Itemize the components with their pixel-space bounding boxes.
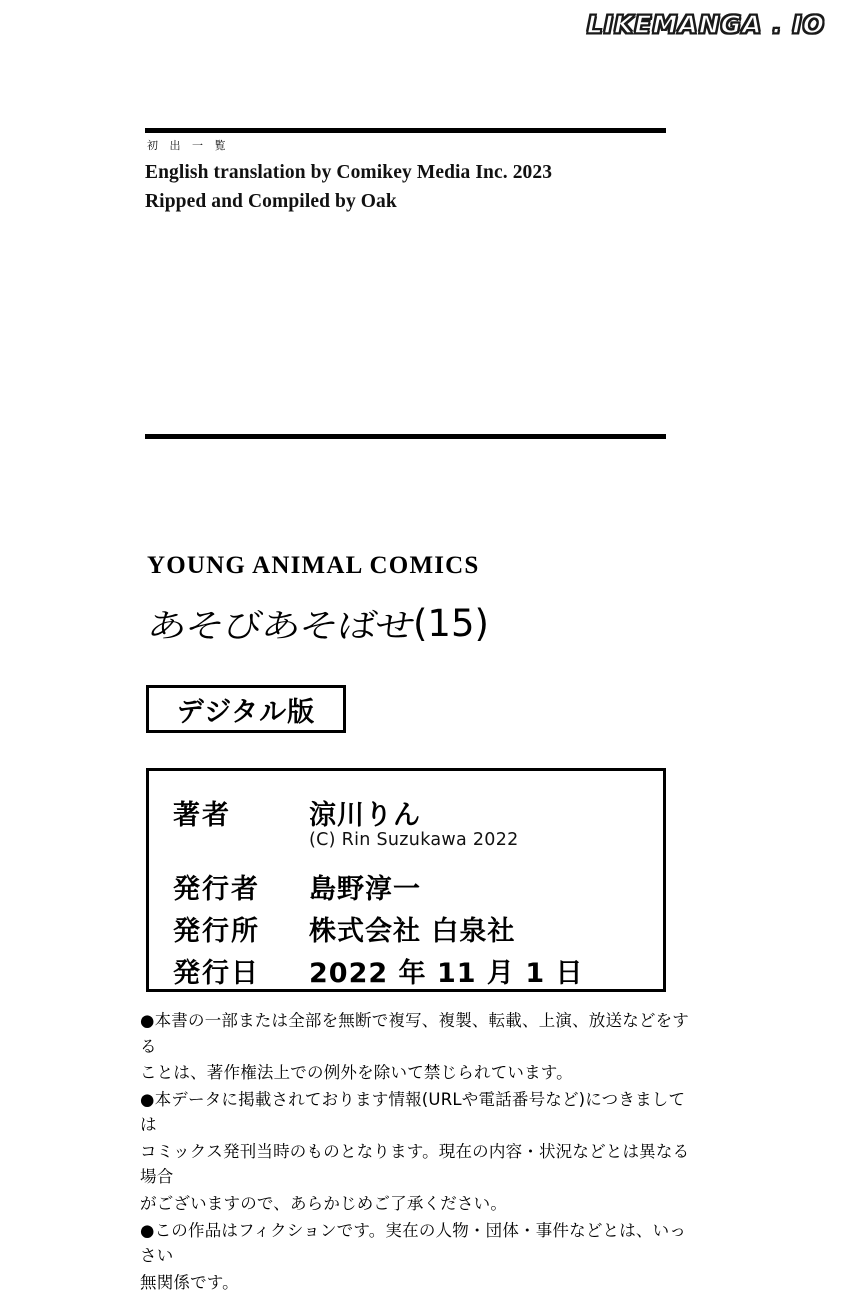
colophon-bottom-rule (145, 434, 666, 439)
imprint-row-publisher-person (173, 867, 421, 906)
book-title-block (145, 590, 489, 647)
compiler-credit: Ripped and Compiled by Oak (145, 191, 397, 212)
imprint-label-publisher-person: 発行者 (173, 874, 260, 905)
legal-notes (140, 1008, 700, 1296)
imprint-value-publisher-person: 島野淳一 (309, 874, 421, 905)
imprint-brand-line: YOUNG ANIMAL COMICS (147, 552, 480, 579)
book-title-script: あそびあそばせ (145, 607, 416, 646)
legal-note-line: ことは、著作権法上での例外を除いて禁じられています。 (140, 1063, 573, 1083)
imprint-label-author: 著者 (173, 800, 231, 831)
legal-note-line: 無関係です。 (140, 1272, 239, 1292)
site-watermark: LIKEMANGA . IO (586, 10, 825, 39)
digital-edition-badge (146, 685, 346, 733)
colophon-top-rule (145, 128, 666, 133)
digital-edition-badge-label: デジタル版 (176, 696, 316, 728)
imprint-label-publishing-house: 発行所 (173, 916, 260, 947)
imprint-details-box (146, 768, 666, 992)
colophon-heading: 初 出 一 覧 (147, 139, 230, 152)
imprint-value-author: 涼川りん (309, 800, 421, 831)
legal-note-line: ●本データに掲載されております情報(URLや電話番号など)につきましては (140, 1089, 686, 1135)
imprint-row-publishing-house (173, 909, 515, 948)
legal-note-line: ●本書の一部または全部を無断で複写、複製、転載、上演、放送などをする (140, 1011, 689, 1056)
translation-credit: English translation by Comikey Media Inc. 2023 (145, 162, 553, 183)
legal-note-line: がございますので、あらかじめご了承ください。 (140, 1193, 508, 1213)
imprint-label-publication-date: 発行日 (173, 958, 260, 989)
imprint-row-author (173, 793, 421, 832)
legal-note-line: ●この作品はフィクションです。実在の人物・団体・事件などとは、いっさい (140, 1220, 687, 1266)
imprint-row-publication-date (173, 951, 584, 990)
imprint-value-publication-date: 2022 年 11 月 1 日 (309, 958, 584, 989)
imprint-value-publishing-house: 株式会社 白泉社 (309, 916, 516, 947)
legal-note-line: コミックス発刊当時のものとなります。現在の内容・状況などとは異なる場合 (140, 1141, 690, 1187)
copyright-notice: (C) Rin Suzukawa 2022 (309, 830, 519, 850)
book-volume-number: (15) (413, 602, 489, 645)
